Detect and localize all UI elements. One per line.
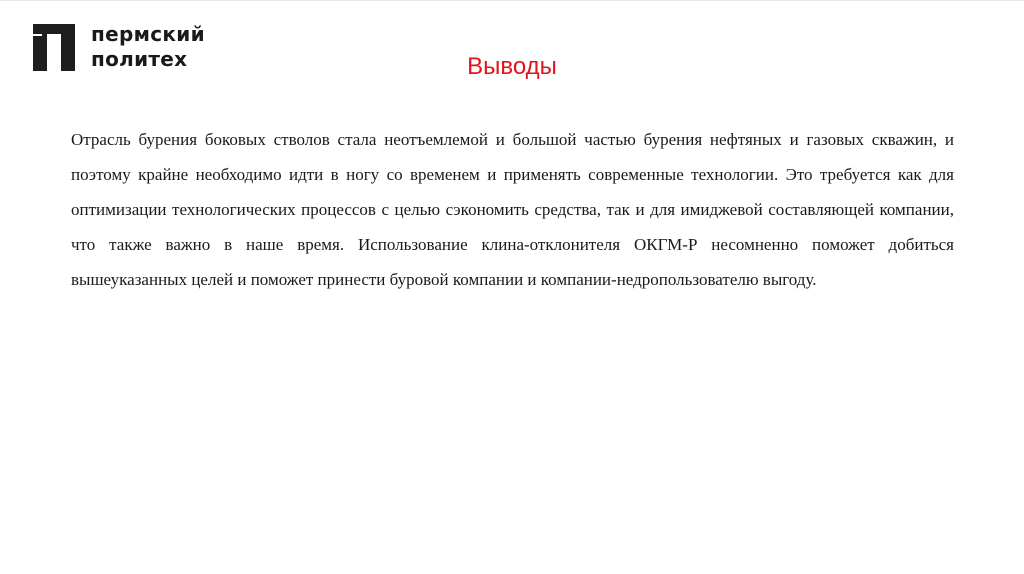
logo-line-1: пермский [91,22,205,46]
conclusion-paragraph: Отрасль бурения боковых стволов стала неотъемлемой и большой частью бурения нефтяных и газовых скважин, и поэтому крайне необходимо идти в ногу со временем и применять современные технологии. Это требуется как для оптимизации технологических процессов с целью сэкономить средства, так и для имиджевой составляющей компании, что также важно в наше время. Использование клина-отклонителя ОКГМ-Р несомненно поможет добиться вышеуказанных целей и поможет принести буровой компании и компании-недропользователю выгоду. [71,130,954,289]
logo-line-2: политех [91,47,188,71]
slide-title: Выводы [467,53,557,80]
top-border [0,0,1024,1]
